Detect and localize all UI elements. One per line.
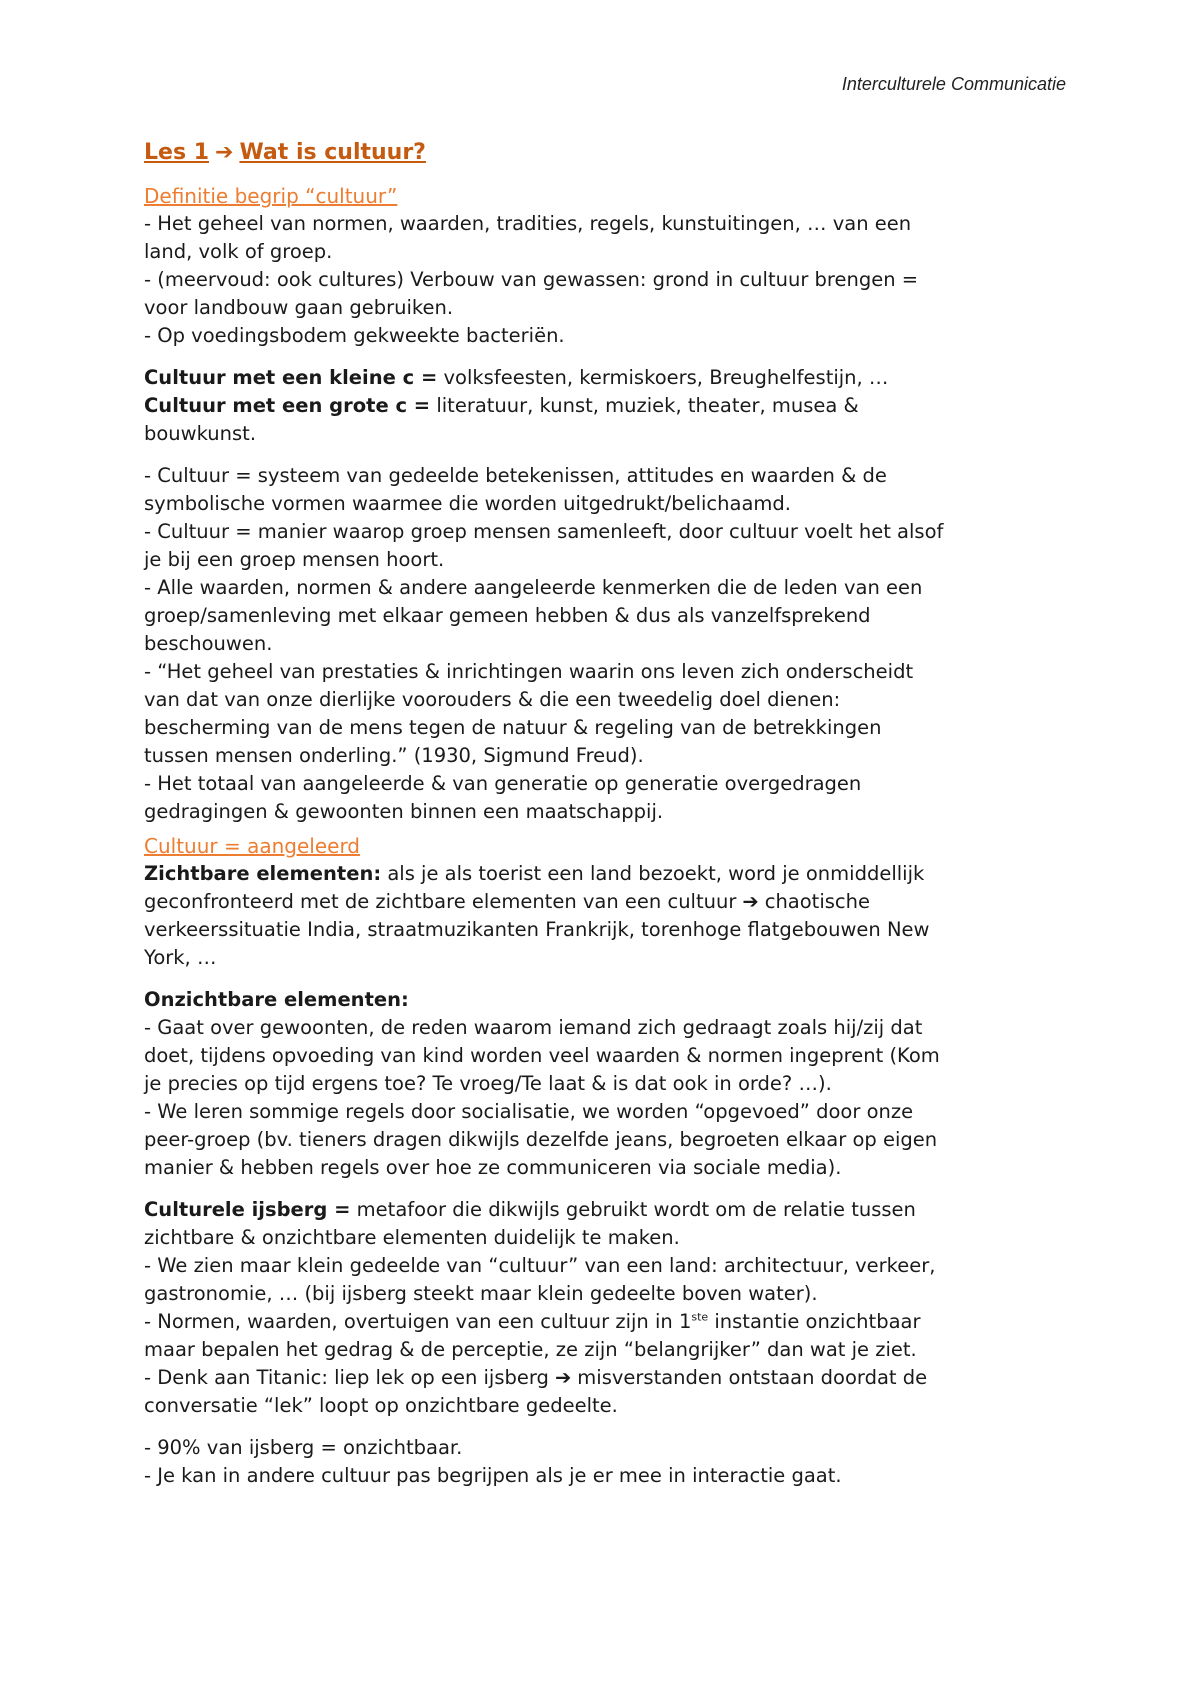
onzichtbaar-line: - Gaat over gewoonten, de reden waarom iemand zich gedraagt zoals hij/zij dat — [144, 1016, 923, 1039]
definition-line: gedragingen & gewoonten binnen een maatschappij. — [144, 800, 664, 823]
zichtbaar-line: verkeerssituatie India, straatmuzikanten Frankrijk, torenhoge flatgebouwen New — [144, 918, 930, 941]
section-heading-aangeleerd: Cultuur = aangeleerd — [144, 834, 361, 858]
onzichtbaar-line: peer-groep (bv. tieners dragen dikwijls dezelfde jeans, begroeten elkaar op eigen — [144, 1128, 938, 1151]
ijsberg-line — [144, 1364, 1074, 1392]
section-heading-definitie: Definitie begrip “cultuur” — [144, 184, 398, 208]
definition-line: beschouwen. — [144, 632, 273, 655]
ijsberg-label: Culturele ijsberg = — [144, 1198, 351, 1221]
definition-line: tussen mensen onderling.” (1930, Sigmund Freud). — [144, 744, 644, 767]
grote-c-line — [144, 392, 1074, 420]
grote-c-label: Cultuur met een grote c = — [144, 394, 431, 417]
onzichtbaar-line: manier & hebben regels over hoe ze communiceren via sociale media). — [144, 1156, 842, 1179]
definition-line: - Cultuur = systeem van gedeelde betekenissen, attitudes en waarden & de — [144, 464, 887, 487]
onzichtbaar-label: Onzichtbare elementen: — [144, 988, 409, 1011]
closing-paragraph — [144, 1434, 1074, 1490]
definition-line: - Cultuur = manier waarop groep mensen samenleeft, door cultuur voelt het alsof — [144, 520, 944, 543]
lesson-title-prefix: Les 1 — [144, 140, 210, 165]
definition-line: groep/samenleving met elkaar gemeen hebben & dus als vanzelfsprekend — [144, 604, 871, 627]
ijsberg-text: instantie onzichtbaar — [708, 1310, 921, 1333]
kleine-c-text: volksfeesten, kermiskoers, Breughelfestijn, … — [437, 366, 889, 389]
zichtbaar-line — [144, 860, 1074, 888]
ijsberg-line: gastronomie, … (bij ijsberg steekt maar klein gedeelte boven water). — [144, 1282, 818, 1305]
definition-line: symbolische vormen waarmee die worden uitgedrukt/belichaamd. — [144, 492, 791, 515]
ijsberg-text: metafoor die dikwijls gebruikt wordt om de relatie tussen — [350, 1198, 916, 1221]
grote-c-text: literatuur, kunst, muziek, theater, musea & — [430, 394, 859, 417]
onzichtbaar-line: - We leren sommige regels door socialisatie, we worden “opgevoed” door onze — [144, 1100, 914, 1123]
ijsberg-line: zichtbare & onzichtbare elementen duidelijk te maken. — [144, 1226, 680, 1249]
ijsberg-text: misverstanden ontstaan doordat de — [577, 1366, 928, 1389]
ijsberg-line: - We zien maar klein gedeelde van “cultuur” van een land: architectuur, verkeer, — [144, 1254, 936, 1277]
onzichtbaar-line: je precies op tijd ergens toe? Te vroeg/Te laat & is dat ook in orde? …). — [144, 1072, 832, 1095]
closing-line: - 90% van ijsberg = onzichtbaar. — [144, 1436, 463, 1459]
arrow-icon: ➔ — [742, 890, 759, 913]
kleine-grote-c-paragraph — [144, 364, 1074, 448]
lesson-title — [144, 138, 1074, 168]
definitie-line: - Op voedingsbodem gekweekte bacteriën. — [144, 324, 565, 347]
arrow-icon: ➔ — [215, 140, 234, 165]
definitie-line: - (meervoud: ook cultures) Verbouw van gewassen: grond in cultuur brengen = — [144, 268, 919, 291]
ijsberg-text: - Normen, waarden, overtuigen van een cultuur zijn in 1 — [144, 1310, 692, 1333]
zichtbaar-paragraph — [144, 860, 1074, 972]
definitie-list — [144, 210, 1074, 350]
zichtbaar-line — [144, 888, 1074, 916]
ijsberg-line — [144, 1196, 1074, 1224]
definition-line: bescherming van de mens tegen de natuur & regeling van de betrekkingen — [144, 716, 882, 739]
zichtbaar-line: York, … — [144, 946, 217, 969]
definitie-line: - Het geheel van normen, waarden, tradities, regels, kunstuitingen, … van een — [144, 212, 912, 235]
onzichtbaar-line: doet, tijdens opvoeding van kind worden veel waarden & normen ingeprent (Kom — [144, 1044, 940, 1067]
kleine-c-line — [144, 364, 1074, 392]
lesson-title-text: Wat is cultuur? — [239, 140, 426, 165]
definitions-paragraph — [144, 462, 1074, 826]
definition-line: - “Het geheel van prestaties & inrichtingen waarin ons leven zich onderscheidt — [144, 660, 914, 683]
grote-c-cont: bouwkunst. — [144, 422, 257, 445]
ijsberg-text: - Denk aan Titanic: liep lek op een ijsberg — [144, 1366, 549, 1389]
zichtbaar-text: chaotische — [764, 890, 870, 913]
closing-line: - Je kan in andere cultuur pas begrijpen als je er mee in interactie gaat. — [144, 1464, 842, 1487]
kleine-c-label: Cultuur met een kleine c = — [144, 366, 438, 389]
zichtbaar-text: als je als toerist een land bezoekt, word je onmiddellijk — [381, 862, 925, 885]
page-header: Interculturele Communicatie — [841, 74, 1066, 94]
definition-line: - Het totaal van aangeleerde & van generatie op generatie overgedragen — [144, 772, 862, 795]
ijsberg-paragraph — [144, 1196, 1074, 1420]
zichtbaar-label: Zichtbare elementen: — [144, 862, 382, 885]
ijsberg-line — [144, 1308, 1074, 1336]
onzichtbaar-paragraph — [144, 986, 1074, 1182]
definition-line: van dat van onze dierlijke voorouders & die een tweedelig doel dienen: — [144, 688, 841, 711]
ijsberg-line: conversatie “lek” loopt op onzichtbare gedeelte. — [144, 1394, 618, 1417]
definition-line: je bij een groep mensen hoort. — [144, 548, 445, 571]
definition-line: - Alle waarden, normen & andere aangeleerde kenmerken die de leden van een — [144, 576, 923, 599]
definitie-line: land, volk of groep. — [144, 240, 333, 263]
superscript: ste — [691, 1310, 709, 1324]
arrow-icon: ➔ — [554, 1366, 572, 1389]
ijsberg-line: maar bepalen het gedrag & de perceptie, ze zijn “belangrijker” dan wat je ziet. — [144, 1338, 917, 1361]
zichtbaar-text: geconfronteerd met de zichtbare elementen van een cultuur — [144, 890, 737, 913]
definitie-line: voor landbouw gaan gebruiken. — [144, 296, 454, 319]
document-body — [144, 138, 1074, 1490]
